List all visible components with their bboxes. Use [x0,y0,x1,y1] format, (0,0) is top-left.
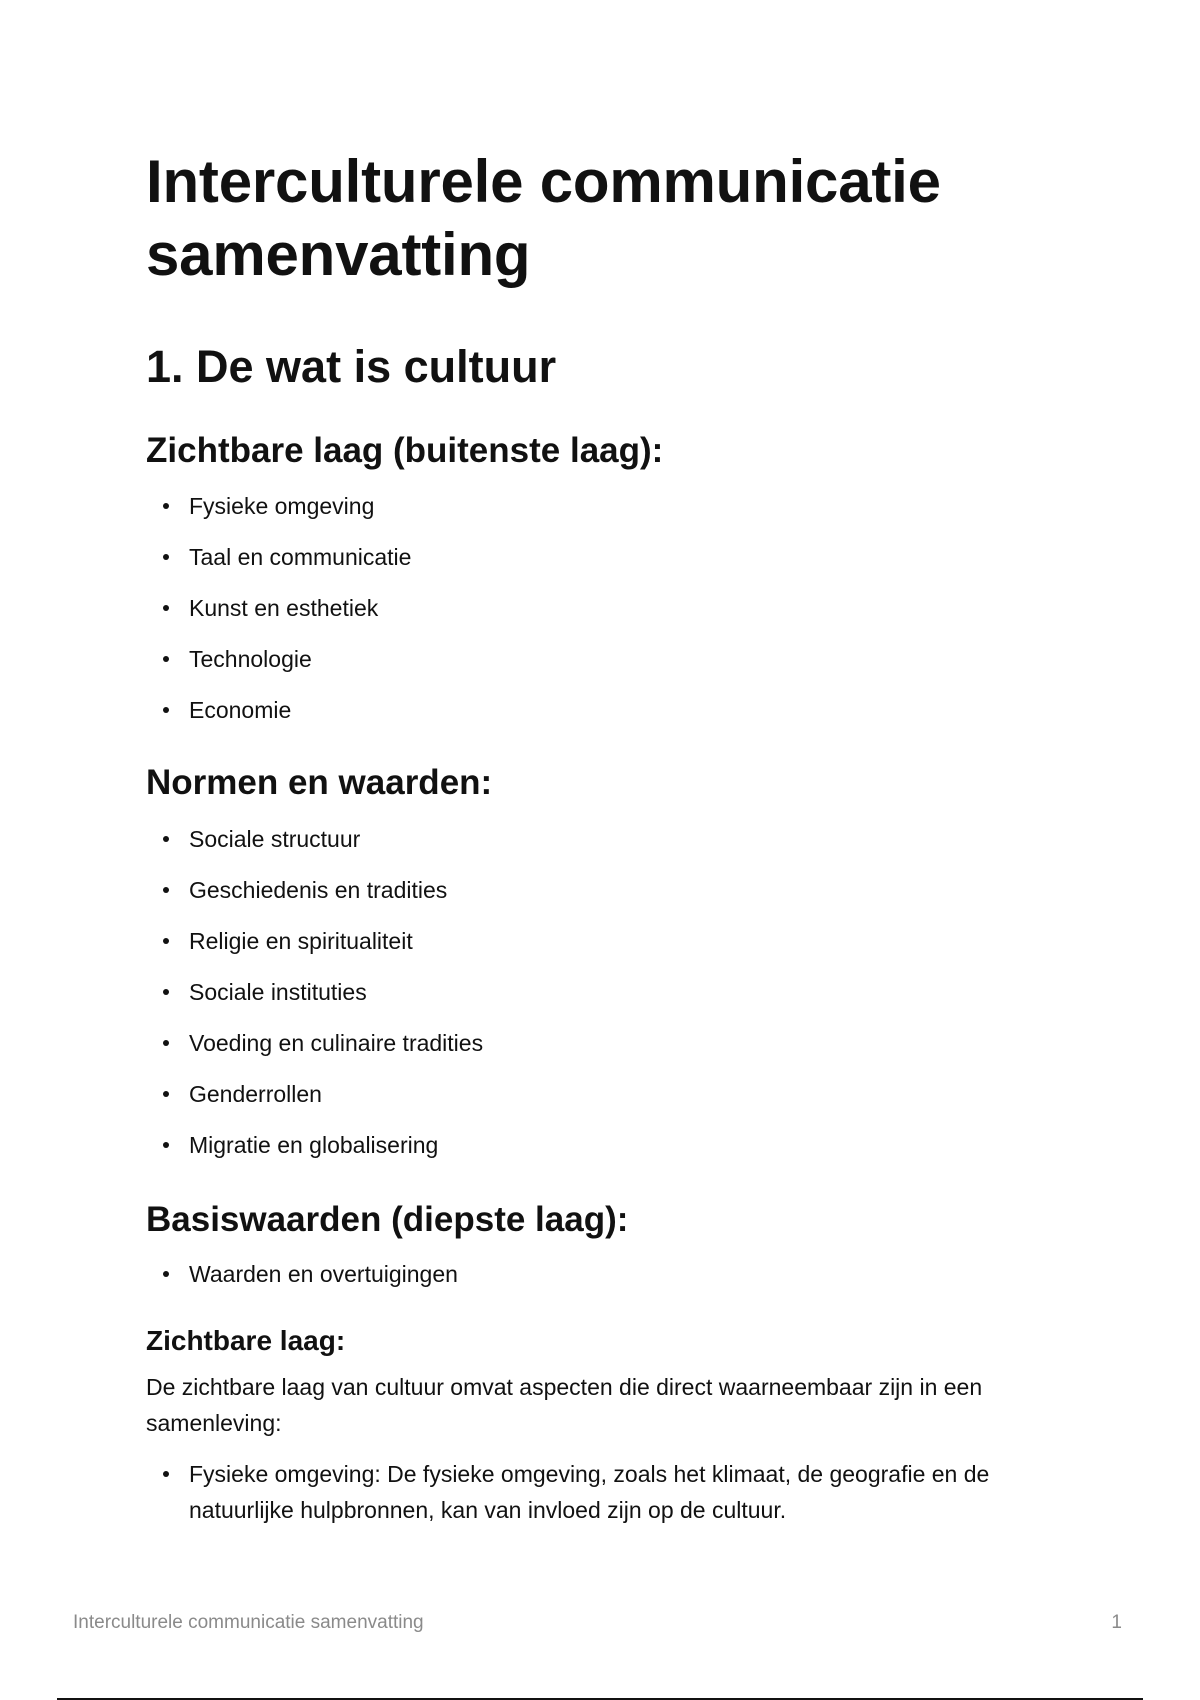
visible-layer-detail-list [146,1456,1076,1528]
list-item: Migratie en globalisering [146,1127,1076,1178]
norms-values-list [146,821,1076,1178]
list-item: Economie [146,692,1076,743]
document-title: Interculturele communicatie samenvatting [146,148,941,288]
page-number: 1 [1111,1612,1122,1633]
list-item: Fysieke omgeving: De fysieke omgeving, zoals het klimaat, de geografie en de natuurlijke hulpbronnen, kan van invloed zijn op de cultuur. [146,1456,1076,1528]
list-item: Fysieke omgeving [146,488,1076,539]
visible-layer-list [146,488,1076,743]
footer-title: Interculturele communicatie samenvatting [73,1612,424,1633]
list-item: Genderrollen [146,1076,1076,1127]
list-item: Religie en spiritualiteit [146,923,1076,974]
list-item: Kunst en esthetiek [146,590,1076,641]
visible-layer-detail-heading: Zichtbare laag: [146,1325,346,1356]
list-item: Sociale instituties [146,974,1076,1025]
base-values-heading: Basiswaarden (diepste laag): [146,1200,629,1239]
list-item: Technologie [146,641,1076,692]
list-item: Taal en communicatie [146,539,1076,590]
visible-layer-paragraph: De zichtbare laag van cultuur omvat aspecten die direct waarneembaar zijn in een samenleving: [146,1374,983,1436]
norms-values-heading: Normen en waarden: [146,763,493,802]
list-item: Voeding en culinaire tradities [146,1025,1076,1076]
list-item: Sociale structuur [146,821,1076,872]
section-heading: 1. De wat is cultuur [146,341,557,392]
list-item: Geschiedenis en tradities [146,872,1076,923]
visible-layer-heading: Zichtbare laag (buitenste laag): [146,431,664,470]
base-values-list [146,1256,1076,1307]
list-item: Waarden en overtuigingen [146,1256,1076,1307]
